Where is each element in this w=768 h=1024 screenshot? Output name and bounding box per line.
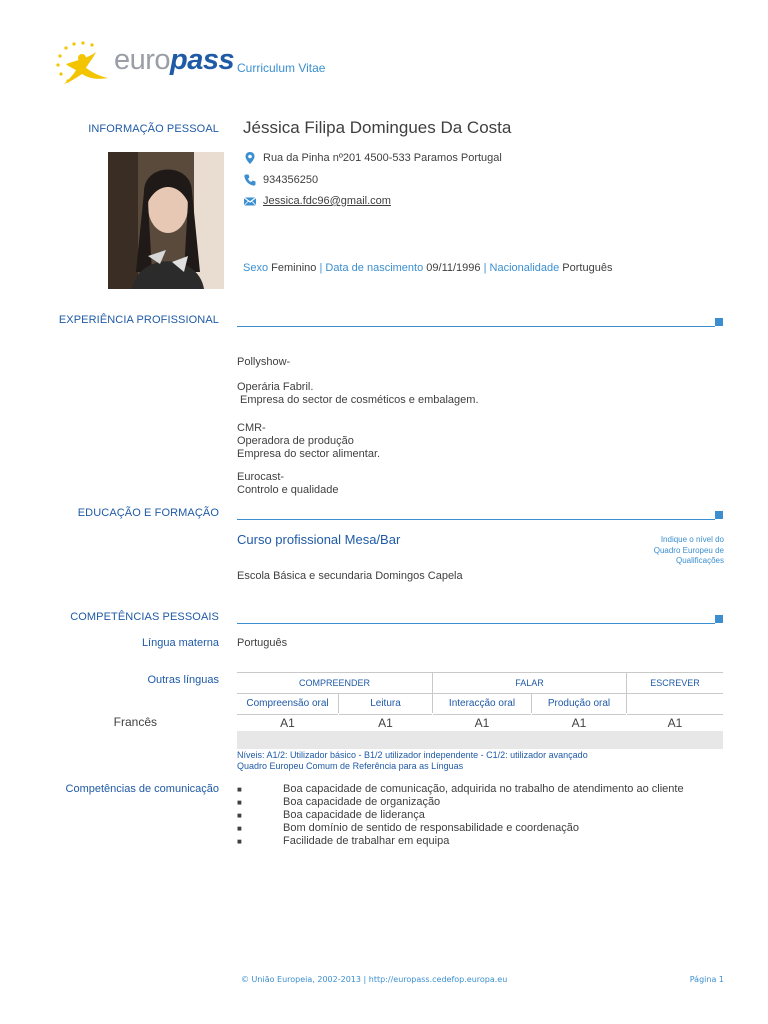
logo-word-pass: pass <box>170 44 235 76</box>
table-empty-row <box>237 731 723 749</box>
table-sub-production: Produção oral <box>532 693 626 714</box>
bullet-icon: ■ <box>237 811 242 820</box>
table-divider <box>626 672 627 713</box>
eqf-note-line: Qualificações <box>675 556 724 565</box>
table-divider <box>432 672 433 713</box>
school-name: Escola Básica e secundaria Domingos Capela <box>237 570 463 582</box>
communication-skills-label: Competências de comunicação <box>65 783 219 795</box>
list-item-text: Boa capacidade de comunicação, adquirida no trabalho de atendimento ao cliente <box>283 783 684 795</box>
level-listening: A1 <box>237 714 338 731</box>
list-item <box>237 783 684 796</box>
list-item-text: Boa capacidade de liderança <box>283 809 425 821</box>
section-label-skills: COMPETÊNCIAS PESSOAIS <box>70 611 219 623</box>
levels-legend-line: Níveis: A1/2: Utilizador básico - B1/2 utilizador independente - C1/2: utilizador avançado <box>237 750 588 760</box>
birth-label: Data de nascimento <box>325 262 424 274</box>
section-label-experience: EXPERIÊNCIA PROFISSIONAL <box>58 314 219 326</box>
other-languages-label: Outras línguas <box>147 674 219 686</box>
language-name: Francês <box>113 715 157 729</box>
table-sub-interaction: Interacção oral <box>433 693 531 714</box>
section-rule-square <box>715 318 723 326</box>
level-writing: A1 <box>627 714 723 731</box>
email-icon <box>243 194 257 208</box>
table-group-writing: ESCREVER <box>627 672 723 694</box>
phone-text: 934356250 <box>263 173 319 186</box>
section-label-education: EDUCAÇÃO E FORMAÇÃO <box>77 507 219 519</box>
section-rule <box>237 326 715 327</box>
personal-details-line <box>243 262 612 274</box>
logo-wordmark <box>114 44 234 77</box>
footer-copyright: © União Europeia, 2002-2013 | http://europass.cedefop.europa.eu <box>241 975 508 984</box>
contact-email <box>243 194 391 208</box>
list-item-text: Boa capacidade de organização <box>283 796 441 808</box>
profile-photo-placeholder-icon <box>108 152 224 289</box>
table-sub-writing-empty <box>627 693 723 714</box>
levels-legend <box>237 750 588 772</box>
full-name: Jéssica Filipa Domingues Da Costa <box>243 118 512 137</box>
bullet-icon: ■ <box>237 785 242 794</box>
bullet-icon: ■ <box>237 837 242 846</box>
experience-pollyshow: Pollyshow- Operária Fabril. Empresa do sector de cosméticos e embalagem. <box>237 356 479 406</box>
level-production: A1 <box>532 714 626 731</box>
section-label-personal: INFORMAÇÃO PESSOAL <box>88 123 219 135</box>
table-sub-listening: Compreensão oral <box>237 693 338 714</box>
table-divider <box>531 693 532 713</box>
profile-photo <box>108 152 224 289</box>
bullet-icon: ■ <box>237 824 242 833</box>
sex-label: Sexo <box>243 262 269 274</box>
separator: | <box>319 262 323 274</box>
level-reading: A1 <box>339 714 432 731</box>
contact-phone <box>243 173 318 187</box>
list-item <box>237 796 684 809</box>
birth-value: 09/11/1996 <box>426 262 481 274</box>
experience-eurocast: Eurocast- Controlo e qualidade <box>237 471 339 496</box>
levels-legend-line: Quadro Europeu Comum de Referência para as Línguas <box>237 761 464 771</box>
contact-address <box>243 151 502 165</box>
sex-value: Feminino <box>271 262 317 274</box>
list-item <box>237 822 684 835</box>
list-item-text: Bom domínio de sentido de responsabilidade e coordenação <box>283 822 579 834</box>
list-item <box>237 835 684 848</box>
eqf-note-line: Quadro Europeu de <box>653 545 724 555</box>
bullet-icon: ■ <box>237 798 242 807</box>
section-rule-square <box>715 511 723 519</box>
mother-tongue-value: Português <box>237 637 288 649</box>
location-pin-icon <box>243 151 257 165</box>
course-title: Curso profissional Mesa/Bar <box>237 532 401 547</box>
table-group-speaking: FALAR <box>433 672 626 694</box>
section-rule <box>237 623 715 624</box>
nationality-value: Português <box>562 262 613 274</box>
nationality-label: Nacionalidade <box>489 262 560 274</box>
communication-skills-list <box>237 783 684 848</box>
phone-icon <box>243 173 257 187</box>
logo-word-euro: euro <box>114 44 171 76</box>
section-rule-square <box>715 615 723 623</box>
eqf-note-line: Indique o nível do <box>660 535 724 544</box>
table-sub-reading: Leitura <box>339 693 432 714</box>
list-item <box>237 809 684 822</box>
mother-tongue-label: Língua materna <box>141 637 219 649</box>
level-interaction: A1 <box>433 714 531 731</box>
separator: | <box>483 262 487 274</box>
email-link[interactable]: Jessica.fdc96@gmail.com <box>263 194 391 207</box>
list-item-text: Facilidade de trabalhar em equipa <box>283 835 450 847</box>
address-text: Rua da Pinha nº201 4500-533 Paramos Portugal <box>263 151 502 164</box>
experience-cmr: CMR- Operadora de produção Empresa do sector alimentar. <box>237 422 381 460</box>
eqf-level-note <box>654 535 724 567</box>
table-divider <box>338 693 339 713</box>
page-number: Página 1 <box>689 975 724 984</box>
table-group-understanding: COMPREENDER <box>237 672 432 694</box>
document-title: Curriculum Vitae <box>237 61 326 75</box>
section-rule <box>237 519 715 520</box>
